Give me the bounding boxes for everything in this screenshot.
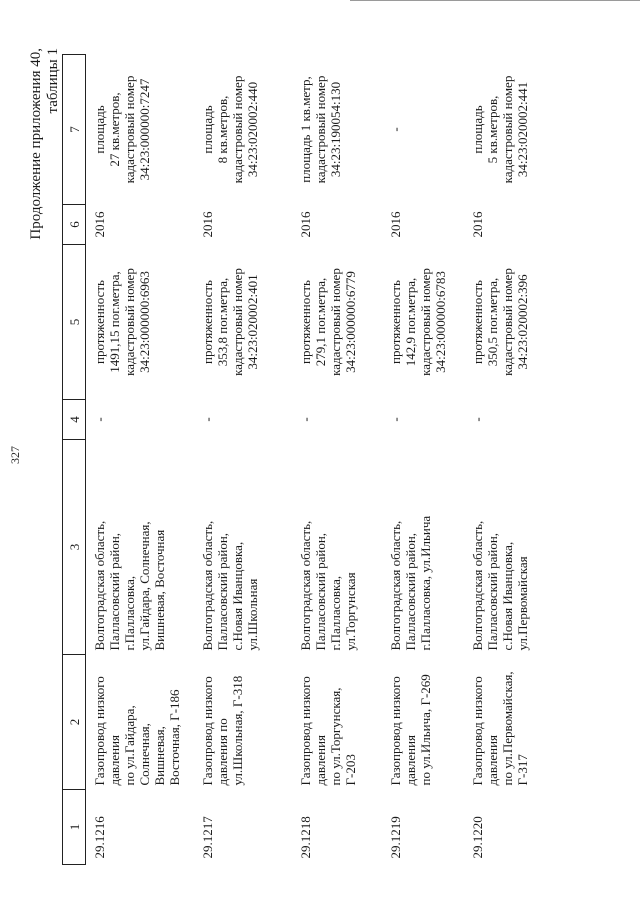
cell-c6: 2016 (199, 211, 215, 238)
cell-line: кадастровый номер (499, 268, 515, 376)
cell-c7 (86, 55, 194, 205)
cell-line: давления по (214, 718, 230, 786)
cell-line: 27 кв.метров, (107, 92, 122, 167)
column-header-4: 4 (63, 400, 86, 440)
cell-line: г.Палласовка, (122, 575, 137, 651)
cell-line: 34:23:020002:396 (514, 274, 530, 370)
cell-line: кадастровый номер (229, 75, 245, 184)
column-number-row (63, 55, 86, 865)
cell-line: кадастровый номер (417, 268, 433, 376)
cell-line: Газопровод низкого (199, 676, 215, 786)
cell-line: протяженность (469, 280, 485, 364)
cell-line: 8 кв.метров, (214, 95, 230, 164)
cell-line: Газопровод низкого (297, 676, 313, 786)
cell-line: давления (402, 734, 418, 786)
table-row (292, 55, 382, 865)
column-header-7: 7 (63, 55, 86, 205)
cell-c6: 2016 (92, 211, 107, 238)
cell-line: с.Новая Иванцовка, (229, 541, 245, 651)
cell-c4: - (297, 417, 313, 422)
cell-c1: 29.1220 (469, 816, 485, 859)
cell-c5 (86, 245, 194, 400)
column-header-2: 2 (63, 655, 86, 790)
cell-line: Палласовский район, (107, 532, 122, 651)
cell-line: Газопровод низкого (92, 676, 107, 786)
cell-line: - (387, 127, 403, 132)
cell-c6: 2016 (387, 211, 403, 238)
cell-line: 34:23:000000:6783 (432, 271, 448, 373)
cell-c4: - (199, 417, 215, 422)
cell-c5 (292, 245, 382, 400)
cell-line: ул.Первомайская (514, 556, 530, 651)
cell-line: 34:23:020002:401 (244, 274, 260, 370)
table-row (464, 55, 556, 865)
cell-line: давления (484, 734, 500, 786)
cell-line: с.Новая Иванцовка, (499, 541, 515, 651)
cell-c2 (292, 655, 382, 790)
cell-line: 34:23:020002:440 (244, 81, 260, 178)
cell-c1: 29.1218 (297, 816, 313, 859)
cell-line: по ул.Первомайская, (499, 671, 515, 786)
cell-c2 (86, 655, 194, 790)
cell-c4: - (387, 417, 403, 422)
cell-line: протяженность (387, 280, 403, 364)
column-header-3: 3 (63, 440, 86, 655)
cell-line: 34:23:190054:130 (327, 81, 343, 178)
cell-line: ул.Гайдара, Солнечная, (137, 521, 152, 651)
cell-line: по ул.Гайдара, (122, 705, 137, 786)
cell-line: площадь (469, 105, 485, 154)
cell-line: ул.Школьная, Г-318 (229, 675, 245, 786)
table-row (86, 55, 194, 865)
caption-line: Продолжение приложения 40, (28, 48, 44, 240)
column-header-6: 6 (63, 205, 86, 245)
column-header-1: 1 (63, 790, 86, 865)
cell-line: 34:23:000000:7247 (137, 78, 152, 181)
cell-line: протяженность (92, 280, 107, 364)
cell-line: 5 кв.метров, (484, 95, 500, 164)
cell-line: ул.Торгунская (342, 572, 358, 651)
cell-c7 (464, 55, 556, 205)
cell-line: Восточная, Г-186 (167, 689, 182, 786)
cell-line: площадь (92, 105, 107, 154)
column-header-5: 5 (63, 245, 86, 400)
cell-line: Солнечная, (137, 723, 152, 786)
cell-line: Волгоградская область, (199, 520, 215, 651)
cell-line: 34:23:000000:6963 (137, 271, 152, 373)
cell-line: Палласовский район, (484, 532, 500, 651)
property-table (62, 54, 556, 865)
cell-line: Газопровод низкого (387, 676, 403, 786)
cell-line: Волгоградская область, (297, 520, 313, 651)
cell-c3 (464, 440, 556, 655)
cell-c2 (382, 655, 464, 790)
cell-c4: - (469, 417, 485, 422)
cell-c5 (382, 245, 464, 400)
cell-c6: 2016 (469, 211, 485, 238)
cell-line: г.Палласовка, ул.Ильича (417, 515, 433, 651)
cell-line: Вишневая, (152, 726, 167, 786)
cell-line: 142,9 пог.метра, (402, 277, 418, 367)
caption-line: таблицы 1 (45, 48, 61, 114)
cell-c1: 29.1217 (199, 816, 215, 859)
cell-c3 (194, 440, 292, 655)
cell-line: по ул.Ильича, Г-269 (417, 674, 433, 786)
cell-line: кадастровый номер (499, 75, 515, 184)
cell-c2 (464, 655, 556, 790)
cell-line: кадастровый номер (122, 75, 137, 184)
table-row (194, 55, 292, 865)
cell-c1: 29.1219 (387, 816, 403, 859)
cell-line: протяженность (297, 280, 313, 364)
cell-c2 (194, 655, 292, 790)
cell-c5 (464, 245, 556, 400)
cell-c1: 29.1216 (92, 816, 107, 859)
cell-line: 1491,15 пог.метра, (107, 271, 122, 373)
cell-line: Г-203 (342, 754, 358, 786)
cell-line: 279,1 пог.метра, (312, 277, 328, 367)
cell-line: протяженность (199, 280, 215, 364)
cell-line: Палласовский район, (402, 532, 418, 651)
cell-c3 (86, 440, 194, 655)
cell-c7 (194, 55, 292, 205)
cell-line: 353,8 пог.метра, (214, 277, 230, 367)
cell-c5 (194, 245, 292, 400)
cell-c7 (292, 55, 382, 205)
cell-c6: 2016 (297, 211, 313, 238)
cell-line: Волгоградская область, (92, 520, 107, 651)
cell-c7 (382, 55, 464, 205)
cell-line: кадастровый номер (312, 75, 328, 184)
cell-line: Палласовский район, (214, 532, 230, 651)
cell-line: ул.Школьная (244, 578, 260, 651)
cell-line: Волгоградская область, (469, 520, 485, 651)
cell-line: площадь (199, 105, 215, 154)
cell-line: давления (312, 734, 328, 786)
cell-line: кадастровый номер (327, 268, 343, 376)
cell-line: Г-317 (514, 754, 530, 786)
cell-c3 (292, 440, 382, 655)
cell-line: г.Палласовка, (327, 575, 343, 651)
table-caption (28, 48, 62, 468)
cell-line: кадастровый номер (229, 268, 245, 376)
cell-line: Вишневая, Восточная (152, 529, 167, 651)
cell-line: Газопровод низкого (469, 676, 485, 786)
cell-line: Волгоградская область, (387, 520, 403, 651)
cell-c3 (382, 440, 464, 655)
cell-line: 34:23:020002:441 (514, 81, 530, 178)
cell-line: давления (107, 734, 122, 786)
table-row (382, 55, 464, 865)
table-body (86, 55, 556, 865)
cell-c4: - (92, 417, 107, 422)
cell-line: 350,5 пог.метра, (484, 277, 500, 367)
page-number: 327 (8, 446, 22, 464)
cell-line: площадь 1 кв.метр, (297, 76, 313, 183)
cell-line: по ул.Торгунская, (327, 687, 343, 786)
cell-line: кадастровый номер (122, 268, 137, 376)
cell-line: Палласовский район, (312, 532, 328, 651)
cell-line: 34:23:000000:6779 (342, 271, 358, 373)
